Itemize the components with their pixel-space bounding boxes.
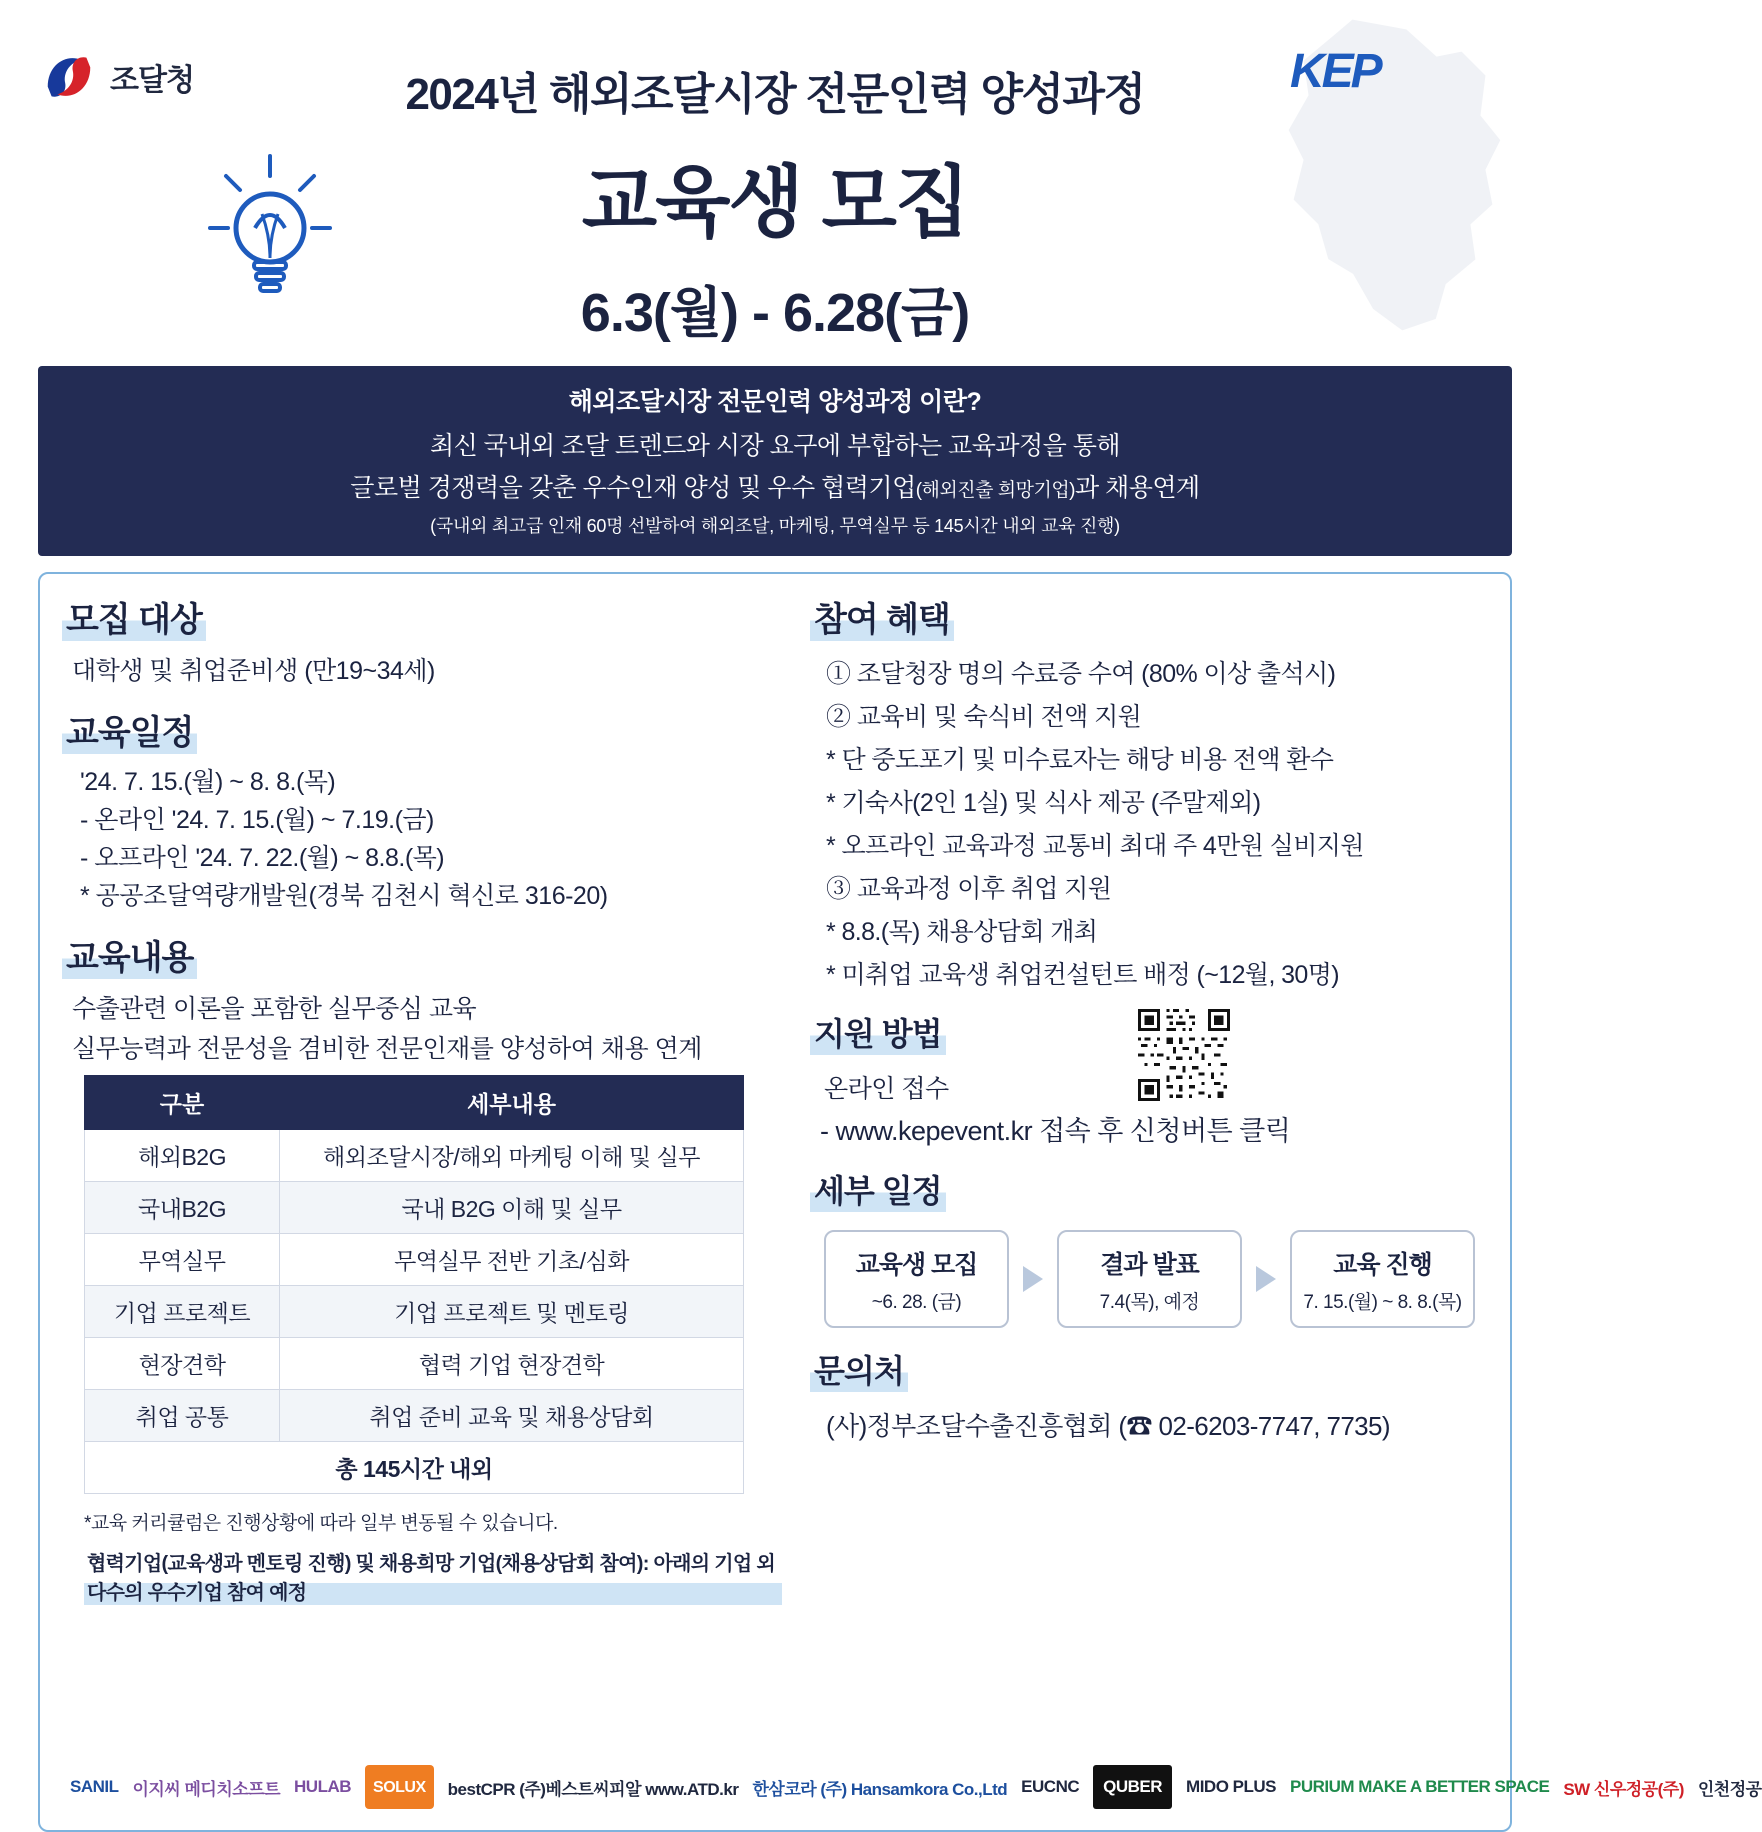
benefit-item: * 8.8.(목) 채용상담회 개최: [826, 918, 1098, 946]
schedule-flow: [824, 1230, 1530, 1328]
flow-step-sub: 7. 15.(월) ~ 8. 8.(목): [1303, 1291, 1462, 1313]
schedule-line: '24. 7. 15.(월) ~ 8. 8.(목): [80, 768, 336, 796]
schedule-line: - 오프라인 '24. 7. 22.(월) ~ 8.8.(목): [80, 844, 445, 872]
section-contact: [810, 1346, 1530, 1443]
section-schedule-title: 교육일정: [62, 705, 197, 754]
section-detail-schedule: [810, 1166, 1530, 1328]
partner-logo: SOLUX: [365, 1765, 434, 1809]
intro-line-3: [48, 468, 1502, 504]
table-row: [85, 1338, 744, 1390]
flow-arrow-icon: [1256, 1266, 1276, 1292]
flow-step-title: 교육생 모집: [855, 1250, 978, 1279]
flow-step-title: 교육 진행: [1333, 1250, 1432, 1279]
content-line: 실무능력과 전문성을 겸비한 전문인재를 양성하여 채용 연계: [72, 1035, 702, 1063]
table-header-row: [85, 1076, 744, 1130]
table-header-cell: 구분: [85, 1076, 280, 1130]
benefit-item: * 기숙사(2인 1실) 및 식사 제공 (주말제외): [826, 789, 1261, 817]
partner-logo: EUCNC: [1021, 1777, 1080, 1796]
table-total-row: [85, 1442, 744, 1494]
partner-note: 협력기업(교육생과 멘토링 진행) 및 채용희망 기업(채용상담회 참여): 아래의 기업 외 다수의 우수기업 참여 예정: [84, 1547, 782, 1605]
partner-logo: SANIL: [70, 1777, 119, 1796]
benefit-item: ① 조달청장 명의 수료증 수여 (80% 이상 출석시): [826, 660, 1336, 688]
flow-step-sub: ~6. 28. (금): [871, 1291, 962, 1313]
table-cell-category: 국내B2G: [85, 1182, 280, 1234]
table-cell-detail: 취업 준비 교육 및 채용상담회: [280, 1390, 744, 1442]
section-target-text: 대학생 및 취업준비생 (만19~34세): [72, 657, 435, 685]
partner-logo: 한삼코라 (주) Hansamkora Co.,Ltd: [752, 1779, 1008, 1799]
flow-step-training: [1290, 1230, 1475, 1328]
apply-url-line[interactable]: - www.kepevent.kr 접속 후 신청버튼 클릭: [820, 1116, 1291, 1146]
partner-logo-strip: [70, 1758, 1762, 1816]
page-title-date: 6.3(월) - 6.28(금): [580, 283, 970, 343]
kep-logo-label: KEP: [1290, 45, 1380, 98]
table-cell-category: 기업 프로젝트: [85, 1286, 280, 1338]
section-content: [62, 930, 782, 1605]
table-cell-detail: 무역실무 전반 기초/심화: [280, 1234, 744, 1286]
partner-logo: MIDO PLUS: [1186, 1777, 1276, 1796]
apply-method-line: 온라인 접수: [824, 1075, 949, 1103]
benefit-item: * 오프라인 교육과정 교통비 최대 주 4만원 실비지원: [826, 832, 1364, 860]
table-cell-detail: 기업 프로젝트 및 멘토링: [280, 1286, 744, 1338]
intro-line-4: (국내외 최고급 인재 60명 선발하여 해외조달, 마케팅, 무역실무 등 145시간 내외 교육 진행): [430, 516, 1120, 536]
table-cell-category: 무역실무: [85, 1234, 280, 1286]
partner-logo: PURIUM MAKE A BETTER SPACE: [1289, 1777, 1550, 1796]
intro-box: [38, 366, 1512, 556]
table-cell-category: 해외B2G: [85, 1130, 280, 1182]
section-apply: [810, 1009, 1530, 1148]
flow-arrow-icon: [1023, 1266, 1043, 1292]
table-row: [85, 1390, 744, 1442]
main-panel: [38, 572, 1762, 1832]
partner-logo: SW 신우정공(주): [1563, 1779, 1684, 1799]
section-benefits-title: 참여 혜택: [810, 592, 954, 641]
page-title-main: 2024년 해외조달시장 전문인력 양성과정: [405, 70, 1145, 119]
section-apply-title: 지원 방법: [810, 1009, 946, 1055]
section-target-title: 모집 대상: [62, 592, 206, 641]
table-row: [85, 1130, 744, 1182]
benefit-item: ③ 교육과정 이후 취업 지원: [826, 875, 1112, 903]
content-line: 수출관련 이론을 포함한 실무중심 교육: [72, 995, 477, 1023]
table-cell-category: 현장견학: [85, 1338, 280, 1390]
table-row: [85, 1286, 744, 1338]
intro-line-3-a: 글로벌 경쟁력을 갖춘 우수인재 양성 및 우수 협력기업: [350, 474, 916, 502]
curriculum-table: [84, 1075, 744, 1494]
section-content-title: 교육내용: [62, 930, 197, 979]
curriculum-note: *교육 커리큘럼은 진행상황에 따라 일부 변동될 수 있습니다.: [84, 1513, 558, 1534]
section-detail-schedule-title: 세부 일정: [810, 1166, 946, 1212]
section-contact-title: 문의처: [810, 1346, 908, 1392]
contact-text: (사)정부조달수출진흥협회 (☎ 02-6203-7747, 7735): [826, 1411, 1390, 1441]
table-cell-detail: 협력 기업 현장견학: [280, 1338, 744, 1390]
table-row: [85, 1234, 744, 1286]
partner-logo: 인천정공: [1697, 1779, 1762, 1799]
intro-line-3-b: 과 채용연계: [1075, 474, 1200, 502]
partner-logo: 이지씨 메디치소프트: [132, 1779, 281, 1799]
flow-step-sub: 7.4(목), 예정: [1099, 1291, 1200, 1313]
qr-code-icon[interactable]: [1138, 1009, 1230, 1101]
table-cell-detail: 해외조달시장/해외 마케팅 이해 및 실무: [280, 1130, 744, 1182]
flow-step-recruit: [824, 1230, 1009, 1328]
poster-header: [0, 0, 1550, 360]
section-benefits: [810, 592, 1530, 991]
right-column: [810, 592, 1530, 1461]
section-schedule: [62, 705, 782, 912]
intro-line-3-small: (해외진출 희망기업): [915, 480, 1075, 501]
section-target: [62, 592, 782, 687]
flow-step-result: [1057, 1230, 1242, 1328]
flow-step-title: 결과 발표: [1100, 1250, 1199, 1279]
government-logo-label: 조달청: [110, 64, 194, 97]
left-column: [62, 592, 782, 1623]
intro-line-2: 최신 국내외 조달 트렌드와 시장 요구에 부합하는 교육과정을 통해: [429, 432, 1121, 460]
partner-logo: bestCPR (주)베스트씨피알 www.ATD.kr: [447, 1779, 739, 1799]
benefit-item: ② 교육비 및 숙식비 전액 지원: [826, 703, 1142, 731]
page-title-big: 교육생 모집: [581, 158, 969, 246]
schedule-line: * 공공조달역량개발원(경북 김천시 혁신로 316-20): [80, 882, 608, 910]
benefit-item: * 단 중도포기 및 미수료자는 해당 비용 전액 환수: [826, 746, 1334, 774]
partner-logo: QUBER: [1093, 1765, 1172, 1809]
table-cell-category: 취업 공통: [85, 1390, 280, 1442]
intro-line-1: 해외조달시장 전문인력 양성과정 이란?: [568, 388, 982, 416]
table-row: [85, 1182, 744, 1234]
table-header-cell: 세부내용: [280, 1076, 744, 1130]
schedule-line: - 온라인 '24. 7. 15.(월) ~ 7.19.(금): [80, 806, 434, 834]
partner-logo: HULAB: [294, 1777, 352, 1796]
table-total-cell: 총 145시간 내외: [85, 1442, 744, 1494]
table-cell-detail: 국내 B2G 이해 및 실무: [280, 1182, 744, 1234]
benefit-item: * 미취업 교육생 취업컨설턴트 배정 (~12월, 30명): [826, 961, 1340, 989]
